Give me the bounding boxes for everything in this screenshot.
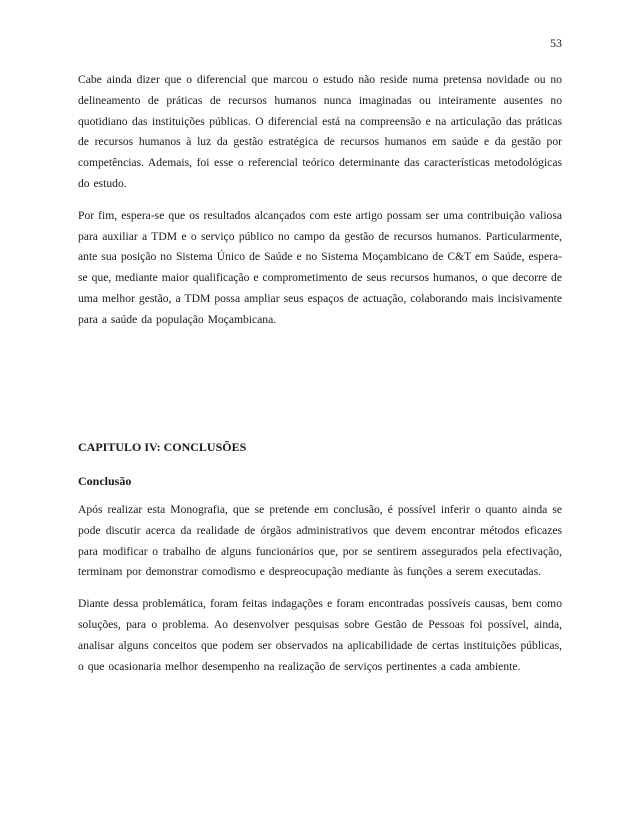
chapter-title: CAPITULO IV: CONCLUSÕES	[78, 440, 247, 454]
paragraph-differential: Cabe ainda dizer que o diferencial que marcou o estudo não reside numa pretensa novidade ou no delineamento de práticas de recursos humanos nunca imaginadas ou inteiramente ausentes no quotidiano das instituições públicas. O diferencial está na compreensão e na articulação das práticas de recursos humanos à luz da gestão estratégica de recursos humanos em saúde e da gestão por competências. Ademais, foi esse o referencial teórico determinante das características metodológicas do estudo.	[78, 73, 562, 190]
paragraph-problem-analysis: Diante dessa problemática, foram feitas indagações e foram encontradas possíveis causas, bem como soluções, para o problema. Ao desenvolver pesquisas sobre Gestão de Pessoas foi possível, ainda, analisar alguns conceitos que podem ser observados na aplicabilidade de certas instituições públicas, o que ocasionaria melhor desempenho na realização de serviços pertinentes a cada ambiente.	[78, 597, 562, 673]
page-number: 53	[550, 36, 562, 50]
paragraph-expected-results: Por fim, espera-se que os resultados alcançados com este artigo possam ser uma contribuição valiosa para auxiliar a TDM e o serviço público no campo da gestão de recursos humanos. Particularmente, ante sua posição no Sistema Único de Saúde e no Sistema Moçambicano de C&T em Saúde, espera-se que, mediante maior qualificação e comprometimento de seus recursos humanos, o que decorre de uma melhor gestão, a TDM possa ampliar seus espaços de actuação, colaborando mais incisivamente para a saúde da população Moçambicana.	[78, 208, 562, 326]
intro-text-block	[78, 70, 562, 331]
conclusion-text-block	[78, 500, 562, 677]
paragraph-conclusion-intro: Após realizar esta Monografia, que se pretende em conclusão, é possível inferir o quanto ainda se pode discutir acerca da realidade de órgãos administrativos que devem encontrar métodos eficazes para modificar o trabalho de alguns funcionários que, por se sentirem assegurados pela efectivação, terminam por demonstrar comodismo e despreocupação mediante às funções a serem executadas.	[78, 503, 562, 579]
section-title: Conclusão	[78, 474, 132, 488]
